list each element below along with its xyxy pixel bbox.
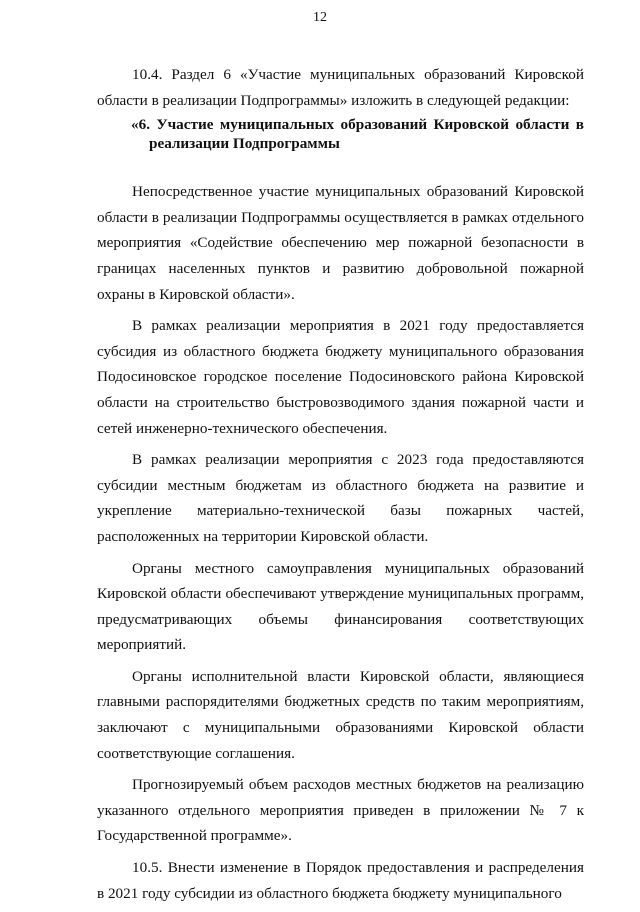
paragraph-direct-participation: Непосредственное участие муниципальных образований Кировской области в реализации Подпрограммы осуществляется в рамках отдельного мероприятия «Содействие обеспечению мер пожарной безопасности в границах населенных пунктов и развитию добровольной пожарной охраны в Кировской области». bbox=[97, 183, 584, 303]
paragraph-10-4-intro: 10.4. Раздел 6 «Участие муниципальных образований Кировской области в реализации Подпрограммы» изложить в следующей редакции: bbox=[97, 66, 584, 109]
paragraph-2023-subsidies: В рамках реализации мероприятия с 2023 года предоставляются субсидии местным бюджетам из областного бюджета на развитие и укрепление материально-технической базы пожарных частей, расположенных на территории Кировской области. bbox=[97, 451, 584, 545]
page-number: 12 bbox=[313, 10, 327, 25]
document-body bbox=[97, 62, 584, 912]
paragraph-local-authorities: Органы местного самоуправления муниципальных образований Кировской области обеспечивают утверждение муниципальных программ, предусматривающих объемы финансирования соответствующих мероприятий. bbox=[97, 559, 584, 654]
paragraph-executive-authorities: Органы исполнительной власти Кировской области, являющиеся главными распорядителями бюджетных средств по таким мероприятиям, заключают с муниципальными образованиями Кировской области соответствующие соглашения. bbox=[97, 667, 584, 762]
paragraph-2021-subsidy: В рамках реализации мероприятия в 2021 году предоставляется субсидия из областного бюджета бюджету муниципального образования Подосиновское городское поселение Подосиновского района Кировской области на строительство быстровозводимого здания пожарной части и сетей инженерно-технического обеспечения. bbox=[97, 317, 584, 437]
paragraph-forecast-expenses: Прогнозируемый объем расходов местных бюджетов на реализацию указанного отдельного мероприятия приведен в приложении № 7 к Государственной программе». bbox=[97, 776, 584, 845]
section-heading: «6. Участие муниципальных образований Кировской области в реализации Подпрограммы bbox=[131, 116, 584, 153]
paragraph-10-5: 10.5. Внести изменение в Порядок предоставления и распределения в 2021 году субсидии из областного бюджета бюджету муниципального bbox=[97, 859, 584, 902]
